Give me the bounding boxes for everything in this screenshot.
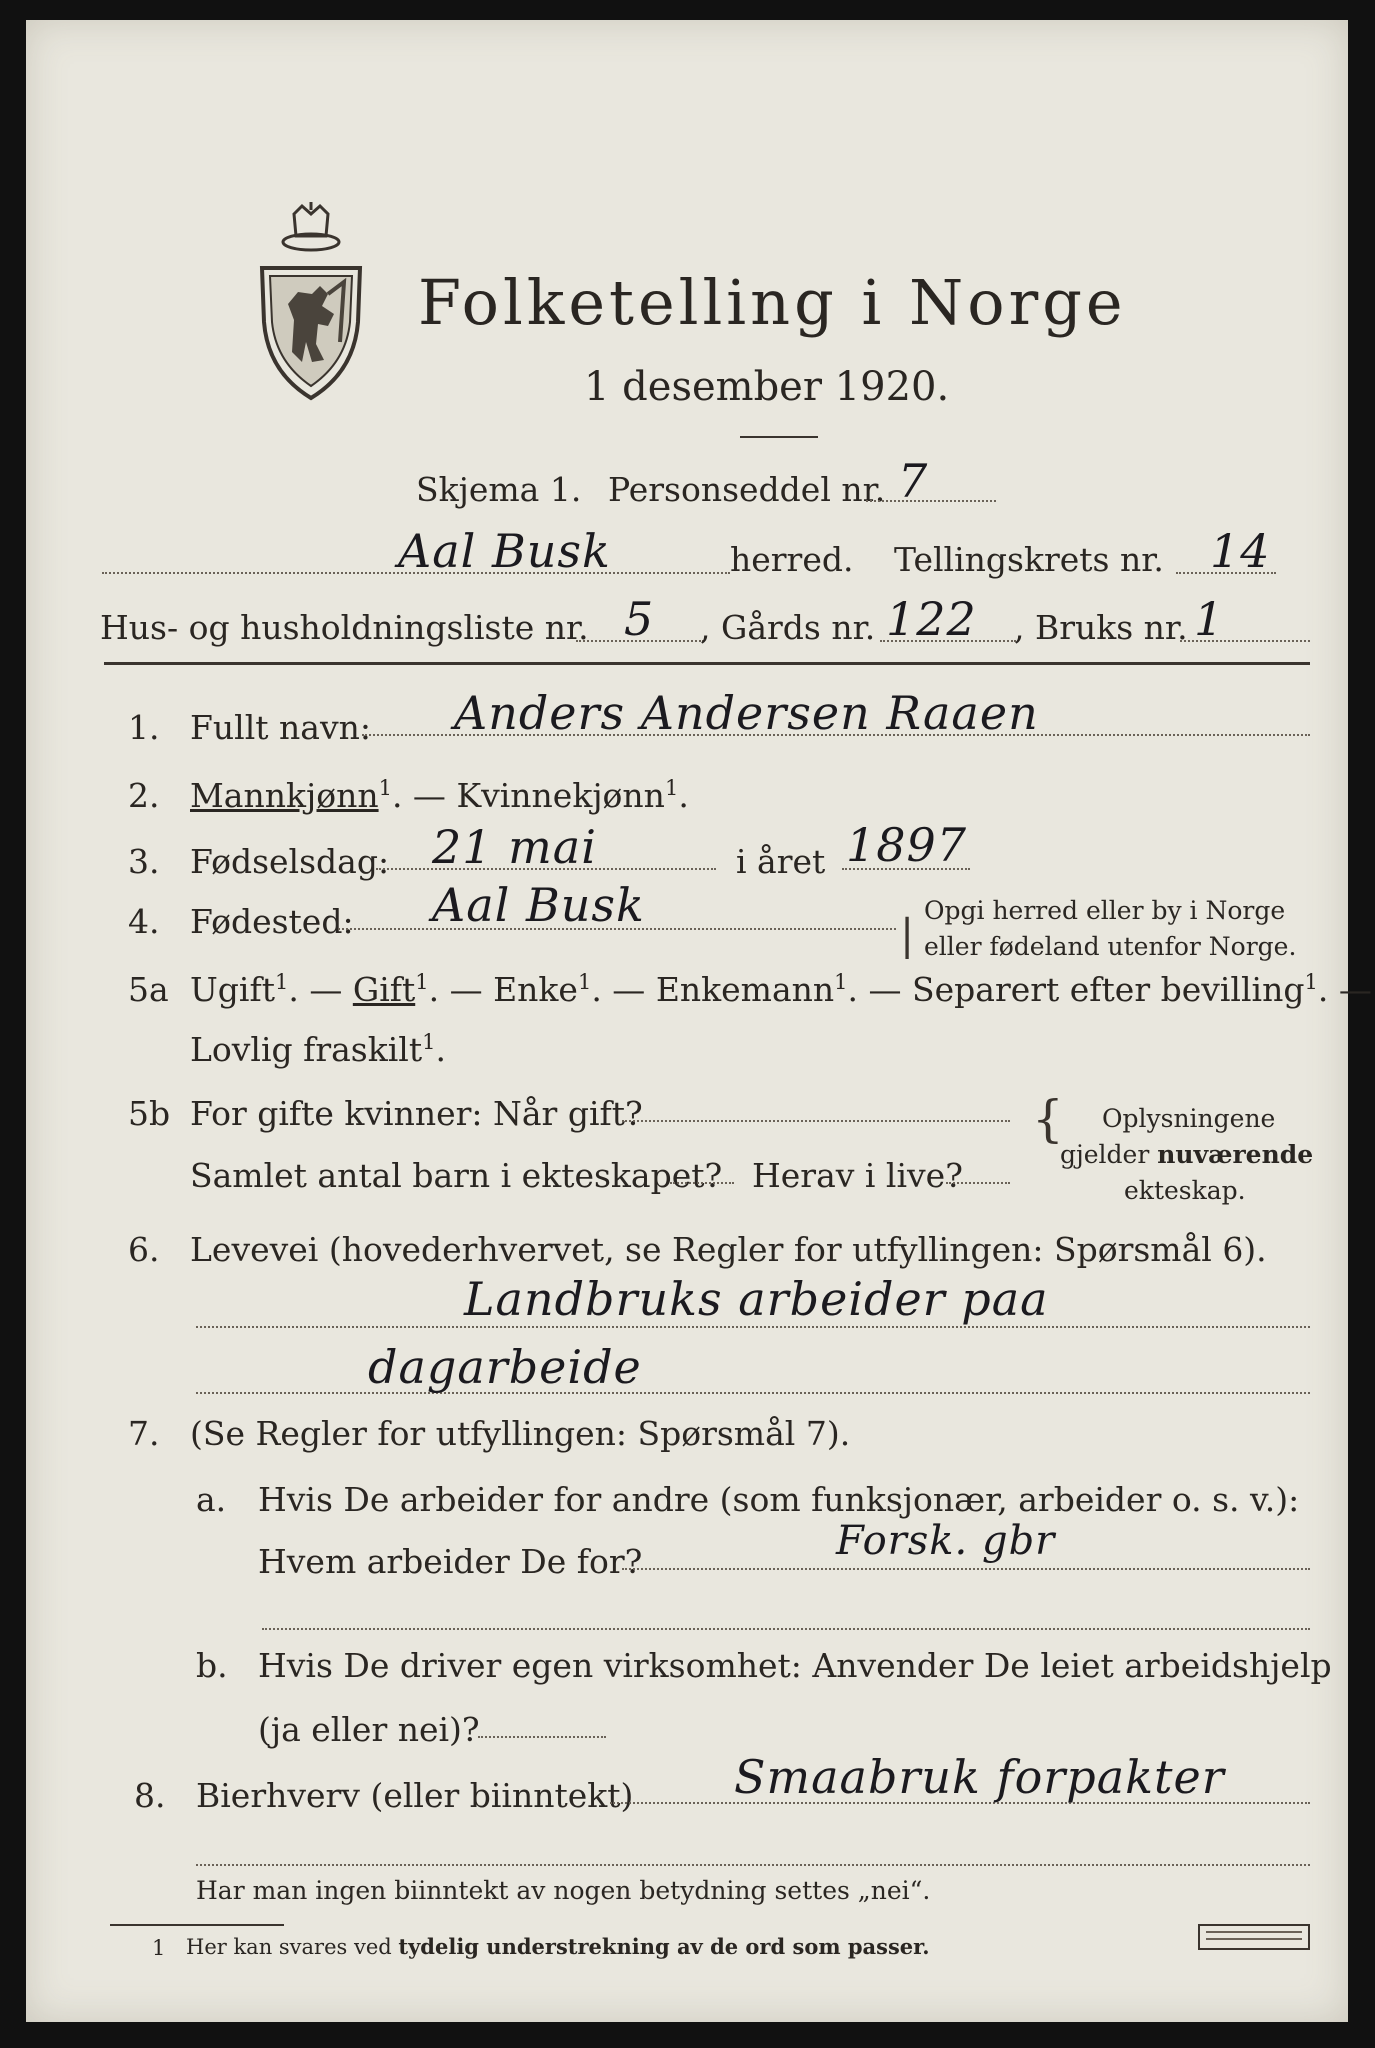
lovlig-fraskilt-option: Lovlig fraskilt — [190, 1030, 423, 1069]
q5b-line-1-dots — [622, 1120, 1010, 1122]
q6-line-1 — [196, 1326, 1310, 1328]
q8-line-2 — [196, 1864, 1310, 1866]
footnote-divider — [110, 1924, 284, 1926]
printer-stamp-icon — [1198, 1924, 1310, 1950]
personseddel-line — [866, 500, 996, 502]
q5b-herav: Herav i live? — [752, 1156, 963, 1195]
q7a-number: a. — [196, 1480, 227, 1519]
hus-label: Hus- og husholdningsliste nr. — [100, 608, 589, 647]
form-title: Folketelling i Norge — [418, 266, 1127, 339]
q5a-number: 5a — [128, 970, 169, 1009]
q1-number: 1. — [128, 708, 160, 747]
q5b-number: 5b — [128, 1094, 171, 1133]
q7-label: (Se Regler for utfyllingen: Spørsmål 7). — [190, 1414, 851, 1453]
q7-number: 7. — [128, 1414, 160, 1453]
q4-value: Aal Busk — [432, 878, 645, 932]
q4-brace: | — [900, 910, 915, 959]
kvinnekjonn-option: Kvinnekjønn — [456, 776, 665, 815]
herred-value: Aal Busk — [398, 524, 611, 578]
q4-note-1: Opgi herred eller by i Norge — [924, 896, 1286, 925]
header-divider — [104, 662, 1310, 665]
q5a-marital-options: Ugift$^1$. — Gift$^1$. — Enke$^1$. — Enkemann$^1$. — Separert efter bevilling$^1$. — — [190, 970, 1372, 1009]
gards-value: 122 — [886, 592, 977, 646]
enkemann-option: Enkemann — [655, 970, 835, 1009]
q5b-herav-dots — [946, 1182, 1010, 1184]
personseddel-label: Personseddel nr. — [608, 470, 886, 509]
q6-value-1: Landbruks arbeider paa — [464, 1272, 1049, 1326]
q5a-marital-options-2: Lovlig fraskilt$^1$. — [190, 1030, 446, 1069]
q1-label: Fullt navn: — [190, 708, 371, 747]
q3-year-value: 1897 — [846, 818, 968, 872]
q6-number: 6. — [128, 1230, 160, 1269]
separert-option: Separert efter bevilling — [912, 970, 1305, 1009]
q6-line-2 — [196, 1392, 1310, 1394]
personseddel-value: 7 — [898, 454, 929, 508]
hus-value: 5 — [624, 592, 655, 646]
q7a-line-2-dots — [622, 1568, 1310, 1570]
herred-label: herred. — [730, 540, 854, 579]
gards-label: , Gårds nr. — [700, 608, 876, 647]
tellingskrets-label: Tellingskrets nr. — [894, 540, 1164, 579]
footnote-text: Her kan svares ved tydelig understrekning av de ord som passer. — [186, 1934, 930, 1959]
q5b-line-1: For gifte kvinner: Når gift? — [190, 1094, 643, 1133]
mannkjonn-option: Mannkjønn — [190, 776, 379, 815]
q7b-line-1: Hvis De driver egen virksomhet: Anvender De leiet arbeidshjelp — [258, 1646, 1332, 1685]
skjema-label: Skjema 1. — [416, 470, 582, 509]
q7a-line-1: Hvis De arbeider for andre (som funksjonær, arbeider o. s. v.): — [258, 1480, 1300, 1519]
bruks-label: , Bruks nr. — [1014, 608, 1188, 647]
gift-option: Gift — [352, 970, 416, 1009]
q8-number: 8. — [134, 1776, 166, 1815]
q8-label: Bierhverv (eller biinntekt) — [196, 1776, 634, 1815]
tellingskrets-value: 14 — [1210, 524, 1271, 578]
q7a-line-2: Hvem arbeider De for? — [258, 1542, 643, 1581]
q1-value: Anders Andersen Raaen — [454, 686, 1039, 740]
q4-note-2: eller fødeland utenfor Norge. — [924, 932, 1297, 961]
q3-day-value: 21 mai — [432, 820, 597, 874]
q5b-note-1: Oplysningene — [1102, 1104, 1276, 1133]
q3-number: 3. — [128, 842, 160, 881]
q5b-note-3: ekteskap. — [1124, 1176, 1246, 1205]
q5b-line-2: Samlet antal barn i ekteskapet? — [190, 1156, 723, 1195]
q3-year-label: i året — [736, 842, 826, 881]
title-divider — [740, 436, 818, 438]
q3-label: Fødselsdag: — [190, 842, 390, 881]
norway-coat-of-arms-icon — [254, 202, 368, 402]
form-date: 1 desember 1920. — [584, 364, 950, 410]
q7b-number: b. — [196, 1646, 228, 1685]
bruks-value: 1 — [1194, 592, 1225, 646]
enke-option: Enke — [493, 970, 578, 1009]
q6-label: Levevei (hovederhvervet, se Regler for utfyllingen: Spørsmål 6). — [190, 1230, 1267, 1269]
q6-value-2: dagarbeide — [368, 1340, 642, 1394]
q5b-brace: { — [1032, 1090, 1064, 1148]
ugift-option: Ugift — [190, 970, 275, 1009]
q8-value: Smaabruk forpakter — [734, 1750, 1225, 1804]
q7b-line-2: (ja eller nei)? — [258, 1710, 480, 1749]
q2-sex-options: Mannkjønn$^1$. — Kvinnekjønn$^1$. — [190, 776, 689, 815]
q5b-line-2-dots — [670, 1182, 734, 1184]
footnote-mark: 1 — [152, 1936, 166, 1960]
q5b-note-2: gjelder nuværende — [1060, 1140, 1314, 1169]
q7a-value: Forsk. gbr — [836, 1518, 1056, 1564]
q4-label: Fødested: — [190, 902, 354, 941]
q2-number: 2. — [128, 776, 160, 815]
q4-number: 4. — [128, 902, 160, 941]
q7b-line-2-dots — [478, 1736, 606, 1738]
q7a-line-3 — [262, 1628, 1310, 1630]
footer-note: Har man ingen biinntekt av nogen betydning settes „nei“. — [196, 1876, 931, 1905]
